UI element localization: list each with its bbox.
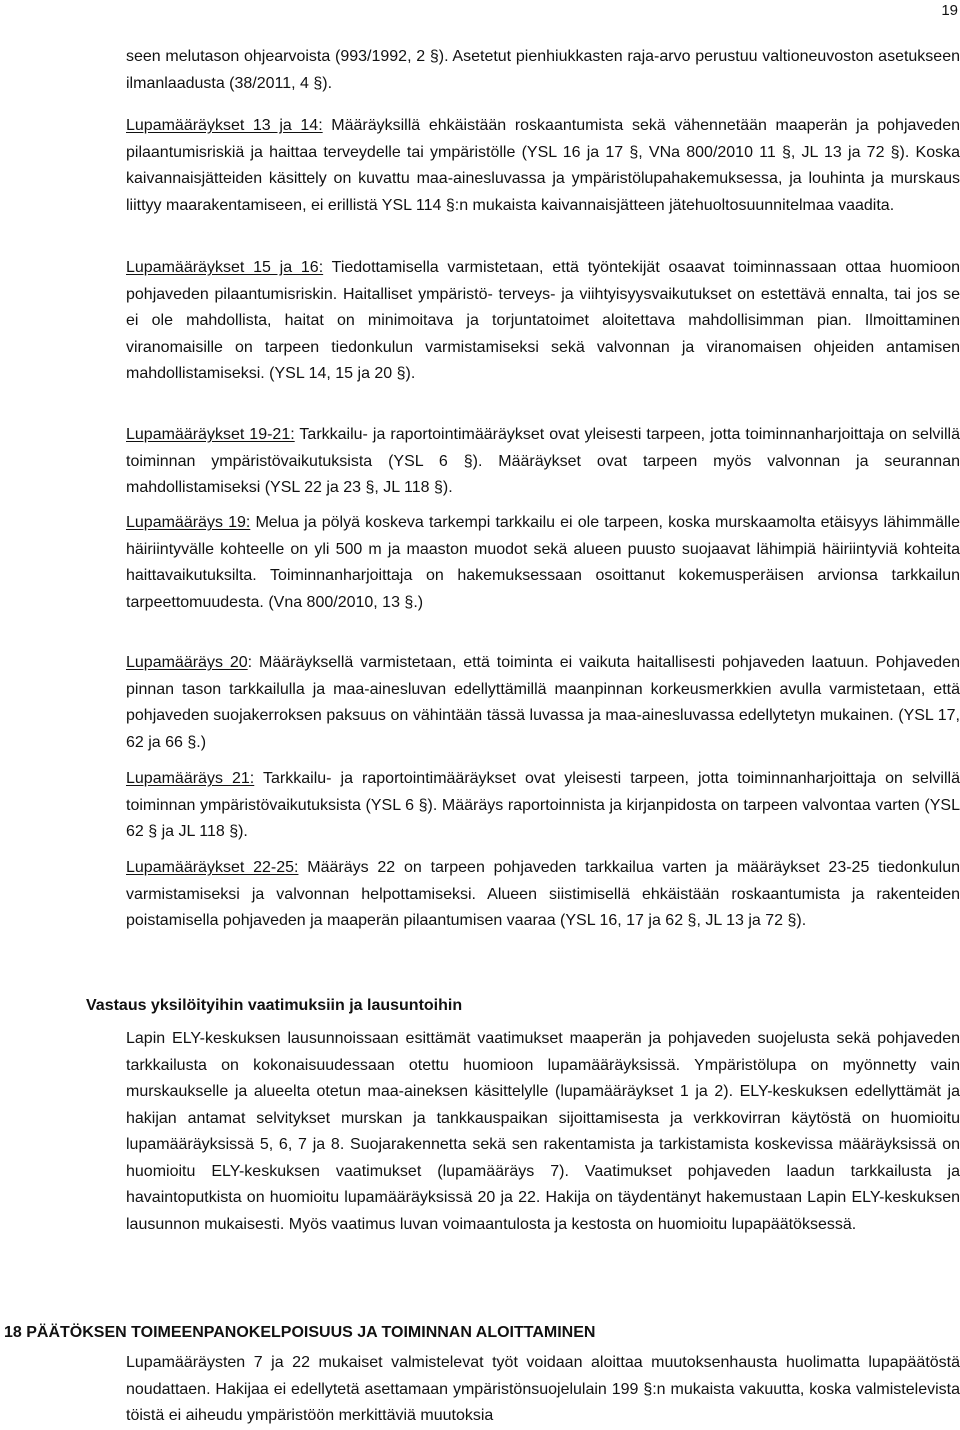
paragraph-text: Melua ja pölyä koskeva tarkempi tarkkailu ei ole tarpeen, koska murskaamolta etäisyys lähimmälle häiriintyvälle kohteelle on yli 500 m ja maaston muodot sekä alueen puusto suojaavat lähimpiä häiriintyviä kohteita haittavaikutuksilta. Toiminnanharjoittaja on hakemuksessaan osoittanut kokemusperäisen arvionsa tarkkailun tarpeettomuudesta. (Vna 800/2010, 13 §.) [126,514,960,611]
paragraph-regulations-15-16 [126,255,960,388]
paragraph-lead: Lupamääräys 21: [126,770,255,787]
paragraph-text: Tarkkailu- ja raportointimääräykset ovat yleisesti tarpeen, jotta toiminnanharjoittaja on selvillä toiminnan ympäristövaikutuksista (YSL 6 §). Määräys raportoinnista ja kirjanpidosta on tarpeen valvontaa varten (YSL 62 § ja JL 118 §). [126,770,960,840]
page-number: 19 [941,2,958,19]
paragraph-text: : Määräyksellä varmistetaan, että toiminta ei vaikuta haitallisesti pohjaveden laatuun. Pohjaveden pinnan tason tarkkailulla ja maa-ainesluvan edellyttämillä maanpinnan korkeusmerkkien avulla varmistetaan, että pohjaveden suojakerroksen paksuus on vähintään tässä luvassa ja maa-ainesluvassa edellytetyn mukainen. (YSL 17, 62 ja 66 §.) [126,654,960,751]
paragraph-responses [126,1026,960,1238]
paragraph-text: seen melutason ohjearvoista (993/1992, 2 §). Asetetut pienhiukkasten raja-arvo perustuu valtioneuvoston asetukseen ilmanlaadusta (38/2011, 4 §). [126,48,960,92]
paragraph-lead: Lupamääräys 19: [126,514,251,531]
paragraph-text: Tarkkailu- ja raportointimääräykset ovat yleisesti tarpeen, jotta toiminnanharjoittaja on selvillä toiminnan ympäristövaikutuksista (YSL 6 §). Määräykset ovat tarpeen myös valvonnan ja seurannan mahdollistamiseksi (YSL 22 ja 23 §, JL 118 §). [126,426,960,496]
paragraph-regulation-21 [126,766,960,846]
paragraph-regulation-20 [126,650,960,756]
paragraph-intro-continuation [126,44,960,97]
paragraph-lead: Lupamääräykset 19-21: [126,426,295,443]
paragraph-text: Määräys 22 on tarpeen pohjaveden tarkkailua varten ja määräykset 23-25 tiedonkulun varmistamiseksi ja valvonnan helpottamiseksi. Alueen siistimisellä ehkäistään roskaantumista ja rakenteiden poistamisella pohjaveden ja maaperän pilaantumisen vaaraa (YSL 16, 17 ja 62 §, JL 13 ja 72 §). [126,859,960,929]
paragraph-regulation-19 [126,510,960,616]
paragraph-regulations-19-21 [126,422,960,502]
section-heading-responses: Vastaus yksilöityihin vaatimuksiin ja lausuntoihin [86,997,463,1014]
paragraph-text: Lupamääräysten 7 ja 22 mukaiset valmistelevat työt voidaan aloittaa muutoksenhausta huolimatta lupapäätöstä noudattaen. Hakijaa ei edellytetä asettamaan ympäristönsuojelulain 199 §:n mukaista vakuutta, koska valmistelevista töistä ei aiheudu ympäristöön merkittäviä muutoksia [126,1354,960,1424]
paragraph-lead: Lupamääräykset 15 ja 16: [126,259,324,276]
paragraph-lead: Lupamääräykset 22-25: [126,859,299,876]
paragraph-lead: Lupamääräys 20 [126,654,248,671]
paragraph-lead: Lupamääräykset 13 ja 14: [126,117,323,134]
paragraph-text: Määräyksillä ehkäistään roskaantumista sekä vähennetään maaperän ja pohjaveden pilaantumisriskiä ja haittaa terveydelle tai ympäristölle (YSL 16 ja 17 §, VNa 800/2010 11 §, JL 13 ja 72 §). Koska kaivannaisjätteiden käsittely on kuvattu maa-ainesluvassa ja ympäristölupahakemuksessa, ja louhinta ja murskaus liittyy maarakentamiseen, ei erillistä YSL 114 §:n mukaista kaivannaisjätteen jätehuoltosuunnitelmaa vaadita. [126,117,960,214]
paragraph-enforceability [126,1350,960,1430]
paragraph-text: Tiedottamisella varmistetaan, että työntekijät osaavat toiminnassaan ottaa huomioon pohjaveden pilaantumisriskin. Haitalliset ympäristö- terveys- ja viihtyisyysvaikutukset on estettävä ennalta, tai jos se ei ole mahdollista, haitat on minimoitava ja torjuntatoimet aloitettava mahdollisimman pian. Ilmoittaminen viranomaisille on tarpeen tiedonkulun varmistamiseksi sekä valvonnan ja viranomaisen ohjeiden antamisen mahdollistamiseksi. (YSL 14, 15 ja 20 §). [126,259,960,382]
paragraph-text: Lapin ELY-keskuksen lausunnoissaan esittämät vaatimukset maaperän ja pohjaveden suojelusta sekä pohjaveden tarkkailusta on kokonaisuudessaan otettu huomioon lupamääräyksissä. Ympäristölupa on myönnetty vain murskaukselle ja alueelta otetun maa-aineksen käsittelylle (lupamääräykset 1 ja 2). ELY-keskuksen edellyttämät ja hakijan antamat selvitykset murskan ja tankkauspaikan sijoittamisesta ja verkkovirran käytöstä on huomioitu lupamääräyksissä 5, 6, 7 ja 8. Suojarakennetta sekä sen rakentamista ja tarkistamista koskevissa määräyksissä on huomioitu ELY-keskuksen vaatimukset (lupamääräys 7). Vaatimukset pohjaveden laadun tarkkailusta ja havaintoputkista on huomioitu lupamääräyksissä 20 ja 22. Hakija on täydentänyt hakemustaan Lapin ELY-keskuksen lausunnon mukaisesti. Myös vaatimus luvan voimaantulosta ja kestosta on huomioitu lupapäätöksessä. [126,1030,960,1233]
paragraph-regulations-22-25 [126,855,960,935]
paragraph-regulations-13-14 [126,113,960,219]
section-heading-18: 18 PÄÄTÖKSEN TOIMEENPANOKELPOISUUS JA TOIMINNAN ALOITTAMINEN [4,1324,596,1341]
